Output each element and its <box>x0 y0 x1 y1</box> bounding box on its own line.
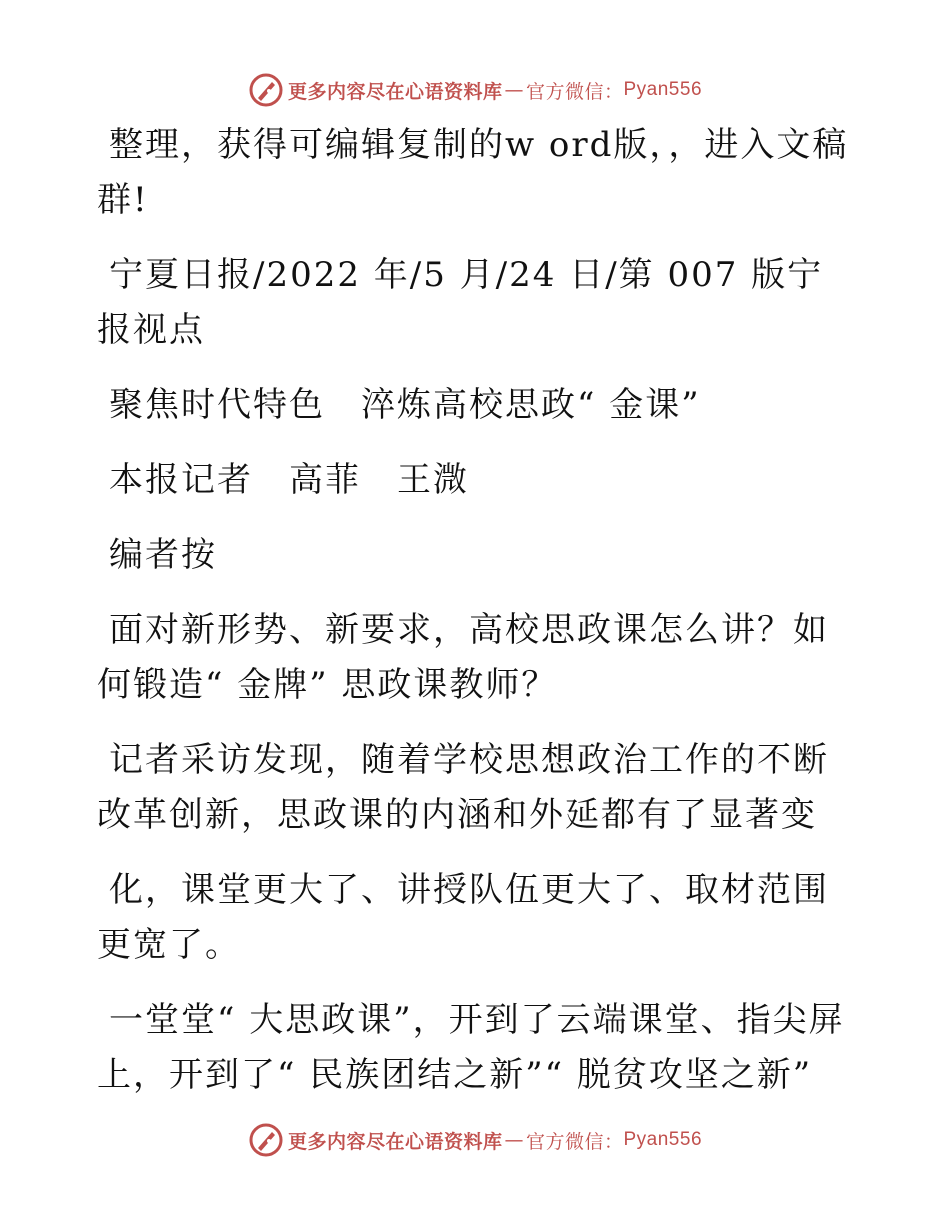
watermark-label: 官方微信： <box>525 1130 624 1153</box>
watermark-separator: — <box>504 1129 524 1151</box>
pen-seal-icon <box>248 1122 284 1158</box>
watermark-footer <box>0 1120 950 1160</box>
watermark-label: 官方微信： <box>525 80 624 103</box>
paragraph-headline: 聚焦时代特色 淬炼高校思政“ 金课” <box>109 385 701 425</box>
paragraph-byline: 本报记者 高菲 王溦 <box>109 460 469 500</box>
watermark-title: 更多内容尽在心语资料库 <box>287 80 503 103</box>
pen-seal-icon <box>248 72 284 108</box>
paragraph-source: 宁夏日报/2022 年/5 月/24 日/第 007 版宁报视点 <box>97 255 824 350</box>
watermark-separator: — <box>504 79 524 101</box>
paragraph-editor-note: 编者按 <box>109 535 217 575</box>
paragraph-findings: 记者采访发现，随着学校思想政治工作的不断改革创新，思政课的内涵和外延都有了显著变 <box>97 740 829 835</box>
watermark-title: 更多内容尽在心语资料库 <box>287 1130 503 1153</box>
paragraph-lessons: 一堂堂“ 大思政课”，开到了云端课堂、指尖屏上，开到了“ 民族团结之新”“ 脱贫攻坚之新” <box>97 1000 845 1095</box>
paragraph-intro: 整理，获得可编辑复制的w ord版，，进入文稿群! <box>97 125 849 220</box>
watermark-handle: Pyan556 <box>623 79 703 100</box>
watermark-header <box>0 70 950 110</box>
paragraph-changes: 化，课堂更大了、讲授队伍更大了、取材范围更宽了。 <box>97 870 829 965</box>
paragraph-question: 面对新形势、新要求，高校思政课怎么讲？如何锻造“ 金牌” 思政课教师？ <box>97 610 829 705</box>
article-body <box>97 118 857 1123</box>
watermark-handle: Pyan556 <box>623 1129 703 1150</box>
